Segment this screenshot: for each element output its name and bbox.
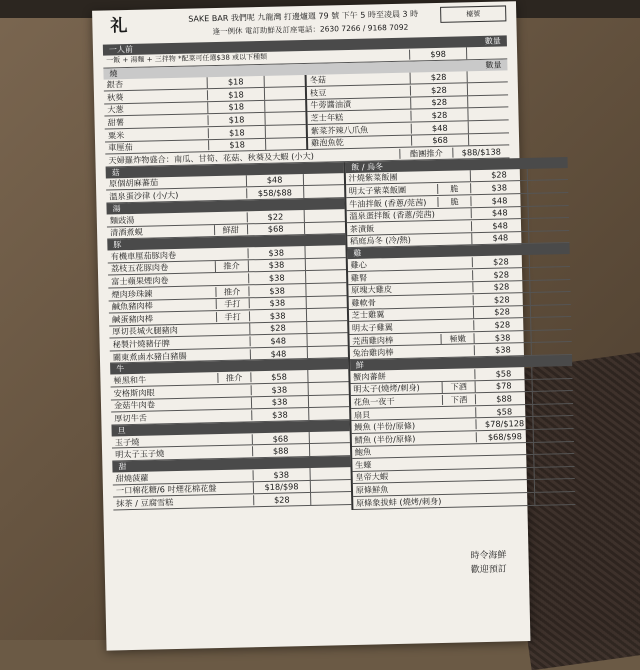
item-name: 鰻魚 (半份/原條) [354, 420, 416, 433]
qty-cell[interactable] [307, 370, 348, 383]
item-price: $88 [252, 445, 309, 457]
item-name: 牛油拌飯 (香蔥/莞茜) [349, 196, 427, 209]
qty-cell[interactable] [531, 342, 572, 355]
qty-cell[interactable] [306, 346, 347, 359]
item-price [476, 461, 533, 462]
order-sheet [92, 1, 530, 650]
item-price: $18 [207, 89, 264, 101]
item-name: 甜燒菠蘿 [115, 472, 149, 484]
item-name: 原條象拔蚌 (燒烤/刺身) [355, 495, 442, 508]
restaurant-info: SAKE BAR 我們呢 九龍灣 打邊爐週 79 號 下午 5 時至凌晨 3 時 [188, 9, 419, 24]
item-name: 金菇牛肉卷 [113, 399, 156, 411]
qty-cell[interactable] [304, 245, 345, 258]
item-tag [219, 475, 252, 476]
item-price: $38 [247, 247, 304, 259]
item-tag: 酯團推介 [399, 148, 452, 159]
item-tag [440, 313, 473, 314]
item-tag [214, 253, 247, 254]
item-price: $18 [208, 139, 265, 151]
qty-cell[interactable] [528, 231, 569, 244]
item-name: 溫泉蛋拌飯 (香蔥/莞茜) [349, 209, 435, 222]
item-tag [217, 390, 250, 391]
qty-cell[interactable] [265, 125, 306, 138]
item-tag [216, 329, 249, 330]
item-price [477, 474, 534, 475]
item-tag [220, 500, 253, 501]
section-title: 牛 [116, 364, 125, 374]
item-tag [440, 288, 473, 289]
qty-cell[interactable] [531, 366, 572, 379]
item-name: 天婦羅炸物盛合：南瓜、甘筍、花菇、秋葵及大蝦 (小大) [108, 150, 315, 166]
item-tag [443, 462, 476, 463]
item-name: 雞心 [350, 259, 368, 270]
item-price: $38 [248, 285, 305, 297]
item-price: $58 [250, 371, 307, 383]
item-tag [444, 475, 477, 476]
item-tag [438, 214, 471, 215]
item-price: $28 [473, 306, 530, 318]
item-tag [444, 487, 477, 488]
item-tag: 鮮甜 [214, 225, 247, 236]
item-name: 明太子(燒烤/刺身) [353, 382, 420, 395]
item-name: 雞泡魚乾 [310, 137, 344, 149]
item-name: 生蠔 [354, 459, 372, 470]
section-title: 旦 [117, 426, 126, 436]
item-name: 一口棉花糖/6 吋煙花棉花盤 [115, 483, 217, 496]
item-tag: 下酒 [442, 382, 475, 393]
item-price: $28 [253, 494, 310, 506]
promo-line: 歡迎預訂 [470, 564, 507, 575]
qty-cell[interactable] [527, 193, 568, 206]
item-name: 稻庭烏冬 (冷/熱) [349, 235, 411, 247]
item-price: $58 [474, 368, 531, 380]
item-name: 茶漬飯 [349, 223, 375, 234]
item-tag: 手打 [215, 299, 248, 310]
qty-cell[interactable] [467, 95, 508, 108]
qty-cell[interactable] [265, 138, 306, 151]
item-price: $18 [207, 76, 264, 88]
qty-cell[interactable] [303, 209, 344, 222]
grill-left-column [104, 75, 307, 155]
qty-cell[interactable] [308, 407, 349, 420]
item-name: 煙肉珍珠鍊 [111, 288, 153, 300]
item-name: 明太子雞翼 [351, 322, 394, 333]
item-name: 芝士雞翼 [351, 309, 385, 321]
item-price: $68/$98 [476, 431, 533, 443]
menu-grid [106, 158, 525, 515]
item-price: $38 [251, 396, 308, 408]
item-name: 鯖魚 (半份/原條) [354, 433, 416, 445]
section-title: 菇 [111, 167, 120, 178]
item-name: 玉子燒 [114, 436, 140, 447]
qty-cell[interactable] [468, 133, 509, 146]
item-price: $28 [472, 269, 529, 281]
item-tag [440, 300, 473, 301]
grill-grid [104, 70, 510, 155]
item-price: $28 [410, 97, 467, 109]
item-price: $38 [474, 344, 531, 356]
qty-cell[interactable] [527, 168, 568, 181]
item-price: $18 [208, 127, 265, 139]
qty-cell[interactable] [467, 70, 508, 83]
item-name: 汁燒紫菜飯團 [348, 172, 398, 184]
item-tag: 手打 [216, 311, 249, 322]
item-price: $48 [471, 232, 528, 244]
section-title: 湯 [112, 204, 121, 214]
qty-cell[interactable] [530, 305, 571, 318]
qty-cell[interactable] [304, 258, 345, 271]
item-name: 粟米 [107, 129, 125, 141]
item-price: $48 [249, 348, 306, 360]
item-price: $68 [411, 135, 468, 147]
item-price: $28 [473, 319, 530, 331]
item-price: $28 [410, 84, 467, 96]
section-title: 豚 [113, 240, 122, 250]
item-tag [443, 424, 476, 425]
qty-cell[interactable] [533, 454, 574, 467]
grill-right-column [305, 70, 510, 150]
qty-header: 數量 [485, 60, 502, 70]
qty-cell[interactable] [304, 222, 345, 235]
item-name: 甜薯 [107, 117, 125, 128]
item-name: 明太子玉子燒 [115, 448, 165, 460]
item-name: 原條鮮魚 [355, 484, 389, 496]
qty-cell[interactable] [305, 296, 346, 309]
qty-cell[interactable] [529, 267, 570, 280]
qty-cell[interactable] [467, 83, 508, 96]
item-name: 皇帝大蝦 [355, 471, 389, 483]
qty-cell[interactable] [534, 492, 575, 505]
qty-cell[interactable] [534, 479, 575, 492]
item-price: $28 [473, 294, 530, 306]
item-name: 兔治雞肉棒 [352, 347, 394, 359]
section-title: 雞 [353, 249, 362, 259]
qty-cell[interactable] [309, 480, 350, 493]
item-tag: 推介 [217, 372, 250, 383]
item-price [477, 499, 534, 500]
item-tag [217, 354, 250, 355]
item-name: 秘製汁燒豬仔脾 [112, 338, 171, 350]
qty-cell[interactable] [264, 87, 305, 100]
item-tag [219, 452, 252, 453]
item-tag [213, 194, 246, 195]
item-name: 溫泉蛋沙律 (小/大) [109, 189, 179, 202]
item-tag [218, 403, 251, 404]
item-name: 安格斯肉眼 [113, 387, 155, 399]
item-price: $38 [248, 297, 305, 309]
item-price: $48 [249, 335, 306, 347]
item-price [476, 448, 533, 449]
item-price: $38 [251, 409, 308, 421]
qty-header: 數量 [484, 36, 501, 46]
item-name: 紫菜芥辣八爪魚 [310, 124, 369, 136]
qty-cell[interactable] [532, 416, 573, 429]
item-price: $38 [250, 384, 307, 396]
item-price: $38 [249, 310, 306, 322]
qty-cell[interactable] [528, 218, 569, 231]
item-name: 極黑和牛 [113, 374, 147, 386]
qty-cell[interactable] [264, 112, 305, 125]
qty-cell[interactable] [302, 173, 343, 186]
item-tag [438, 226, 471, 227]
item-tag [444, 500, 477, 501]
qty-cell[interactable] [530, 292, 571, 305]
item-price: $58 [475, 405, 532, 417]
item-price: $38 [247, 259, 304, 271]
item-tag [438, 239, 471, 240]
item-price: $88/$138 [452, 146, 509, 158]
item-tag [218, 415, 251, 416]
item-price: $28 [249, 322, 306, 334]
section-title: 一人前 [108, 44, 134, 55]
qty-cell[interactable] [527, 180, 568, 193]
item-name: 原個胡麻蕃茄 [108, 177, 159, 189]
section-title: 鮮 [355, 360, 364, 370]
restaurant-logo: 礼 [110, 16, 128, 37]
promo-line: 時令海鮮 [470, 550, 507, 562]
menu-left-column [106, 162, 351, 515]
item-price: $22 [246, 211, 303, 223]
item-price: $28 [470, 169, 527, 181]
item-tag [215, 278, 248, 279]
qty-cell[interactable] [529, 280, 570, 293]
item-price: $78 [475, 380, 532, 392]
qty-cell[interactable] [466, 46, 507, 59]
booking-info: 逢一例休 電訂助鮮及訂座電話：2630 7266 / 9168 7092 [212, 22, 409, 37]
table-number-field[interactable]: 檯號 [440, 5, 506, 22]
item-price: $18 [207, 101, 264, 113]
seasonal-seafood-note [470, 550, 507, 578]
qty-cell[interactable] [533, 429, 574, 442]
section-title: 甜 [118, 462, 127, 472]
item-name: 芝士年糕 [310, 112, 344, 123]
qty-cell[interactable] [534, 467, 575, 480]
qty-cell[interactable] [532, 379, 573, 392]
item-tag: 推介 [214, 261, 247, 272]
item-price: $58/$88 [246, 187, 303, 199]
qty-cell[interactable] [264, 100, 305, 113]
item-price [477, 486, 534, 487]
qty-cell[interactable] [529, 254, 570, 267]
item-price: $38 [470, 182, 527, 194]
section-title: 飯 / 烏冬 [351, 161, 384, 172]
item-price: $28 [410, 109, 467, 121]
qty-cell[interactable] [305, 270, 346, 283]
item-name: 大葱 [107, 104, 124, 115]
item-name: 麵豉湯 [109, 214, 135, 226]
qty-cell[interactable] [306, 321, 347, 334]
qty-cell[interactable] [533, 442, 574, 455]
item-price: $28 [472, 281, 529, 293]
item-price: $48 [411, 122, 468, 134]
item-name: 原塊大雞皮 [350, 284, 393, 296]
item-name: 有機車厘茄豚肉卷 [110, 249, 177, 262]
item-tag [443, 437, 476, 438]
item-name: 芫茜雞肉棒 [352, 334, 394, 346]
item-name: 厚切長城火腿豬肉 [112, 325, 178, 337]
item-price: $28 [472, 256, 529, 268]
item-name: 鹹蛋豬肉棒 [111, 313, 154, 325]
item-name: 冬菇 [309, 74, 327, 86]
item-name: 扇貝 [353, 409, 371, 420]
item-name: 厚切牛舌 [114, 412, 148, 424]
item-name: 枝豆 [309, 87, 327, 98]
item-tag [437, 176, 470, 177]
item-name: 抹茶 / 豆腐雪糕 [116, 496, 174, 509]
item-price: $28 [410, 72, 467, 84]
qty-cell[interactable] [528, 206, 569, 219]
item-tag: 下酒 [442, 394, 475, 405]
item-tag [220, 488, 253, 489]
item-price: $38 [474, 331, 531, 343]
item-tag [443, 450, 476, 451]
qty-cell[interactable] [307, 395, 348, 408]
qty-cell[interactable] [467, 108, 508, 121]
qty-cell[interactable] [309, 467, 350, 480]
qty-cell[interactable] [303, 185, 344, 198]
item-name: 車厘茄 [108, 142, 133, 153]
item-price: $78/$128 [475, 418, 532, 430]
qty-cell[interactable] [306, 308, 347, 321]
qty-cell[interactable] [532, 404, 573, 417]
item-tag [442, 412, 475, 413]
item-price: $98 [409, 48, 466, 60]
item-tag: 脆 [437, 183, 470, 194]
item-price: $18/$98 [252, 481, 309, 493]
item-price: $48 [470, 195, 527, 207]
item-price: $48 [245, 175, 302, 187]
item-name: 清酒煮蜆 [109, 226, 143, 238]
qty-cell[interactable] [310, 492, 351, 505]
item-tag: 極嫩 [441, 333, 474, 344]
item-price: $38 [248, 272, 305, 284]
item-tag [439, 262, 472, 263]
qty-cell[interactable] [308, 431, 349, 444]
item-name: 銀杏 [106, 79, 124, 90]
item-tag: 推介 [215, 286, 248, 297]
qty-cell[interactable] [309, 444, 350, 457]
item-price: $18 [207, 114, 264, 126]
item-name: 關東煮鹵水豬白豬腸 [112, 350, 187, 362]
item-tag [441, 374, 474, 375]
qty-cell[interactable] [264, 75, 305, 88]
item-name: 荔枝五花豚肉卷 [110, 262, 169, 274]
item-name: 明太子紫菜飯團 [348, 184, 407, 197]
item-tag [441, 350, 474, 351]
item-name: 雞軟骨 [351, 297, 377, 308]
qty-cell[interactable] [530, 317, 571, 330]
item-name: 一飯 + 湯麵 + 三拌物 *配菜可任選$38 或以下種類 [106, 53, 268, 65]
item-tag [440, 325, 473, 326]
item-tag [213, 181, 246, 182]
item-name: 雞腎 [350, 272, 368, 283]
qty-cell[interactable] [307, 382, 348, 395]
qty-cell[interactable] [305, 283, 346, 296]
item-price: $68 [251, 433, 308, 445]
item-name: 鮑魚 [354, 446, 372, 458]
qty-cell[interactable] [531, 330, 572, 343]
item-name: 牛蒡醬油漬 [310, 99, 352, 111]
menu-right-column [343, 157, 575, 510]
item-price: $88 [475, 393, 532, 405]
qty-cell[interactable] [532, 391, 573, 404]
section-title: 燒 [109, 68, 118, 79]
qty-cell[interactable] [468, 120, 509, 133]
item-name: 蟹肉蕃餅 [352, 370, 386, 382]
item-tag [439, 275, 472, 276]
item-price: $68 [247, 223, 304, 235]
item-name: 花魚一夜干 [353, 395, 395, 407]
item-price: $48 [471, 207, 528, 219]
item-price: $38 [252, 469, 309, 481]
item-tag: 脆 [437, 196, 470, 207]
item-tag [213, 217, 246, 218]
qty-cell[interactable] [306, 333, 347, 346]
item-name: 富士蘋果煙肉卷 [111, 275, 169, 287]
item-name: 秋葵 [106, 91, 124, 103]
item-tag [216, 341, 249, 342]
item-price: $48 [471, 220, 528, 232]
item-tag [218, 439, 251, 440]
item-name: 鹹魚豬肉棒 [111, 300, 153, 312]
